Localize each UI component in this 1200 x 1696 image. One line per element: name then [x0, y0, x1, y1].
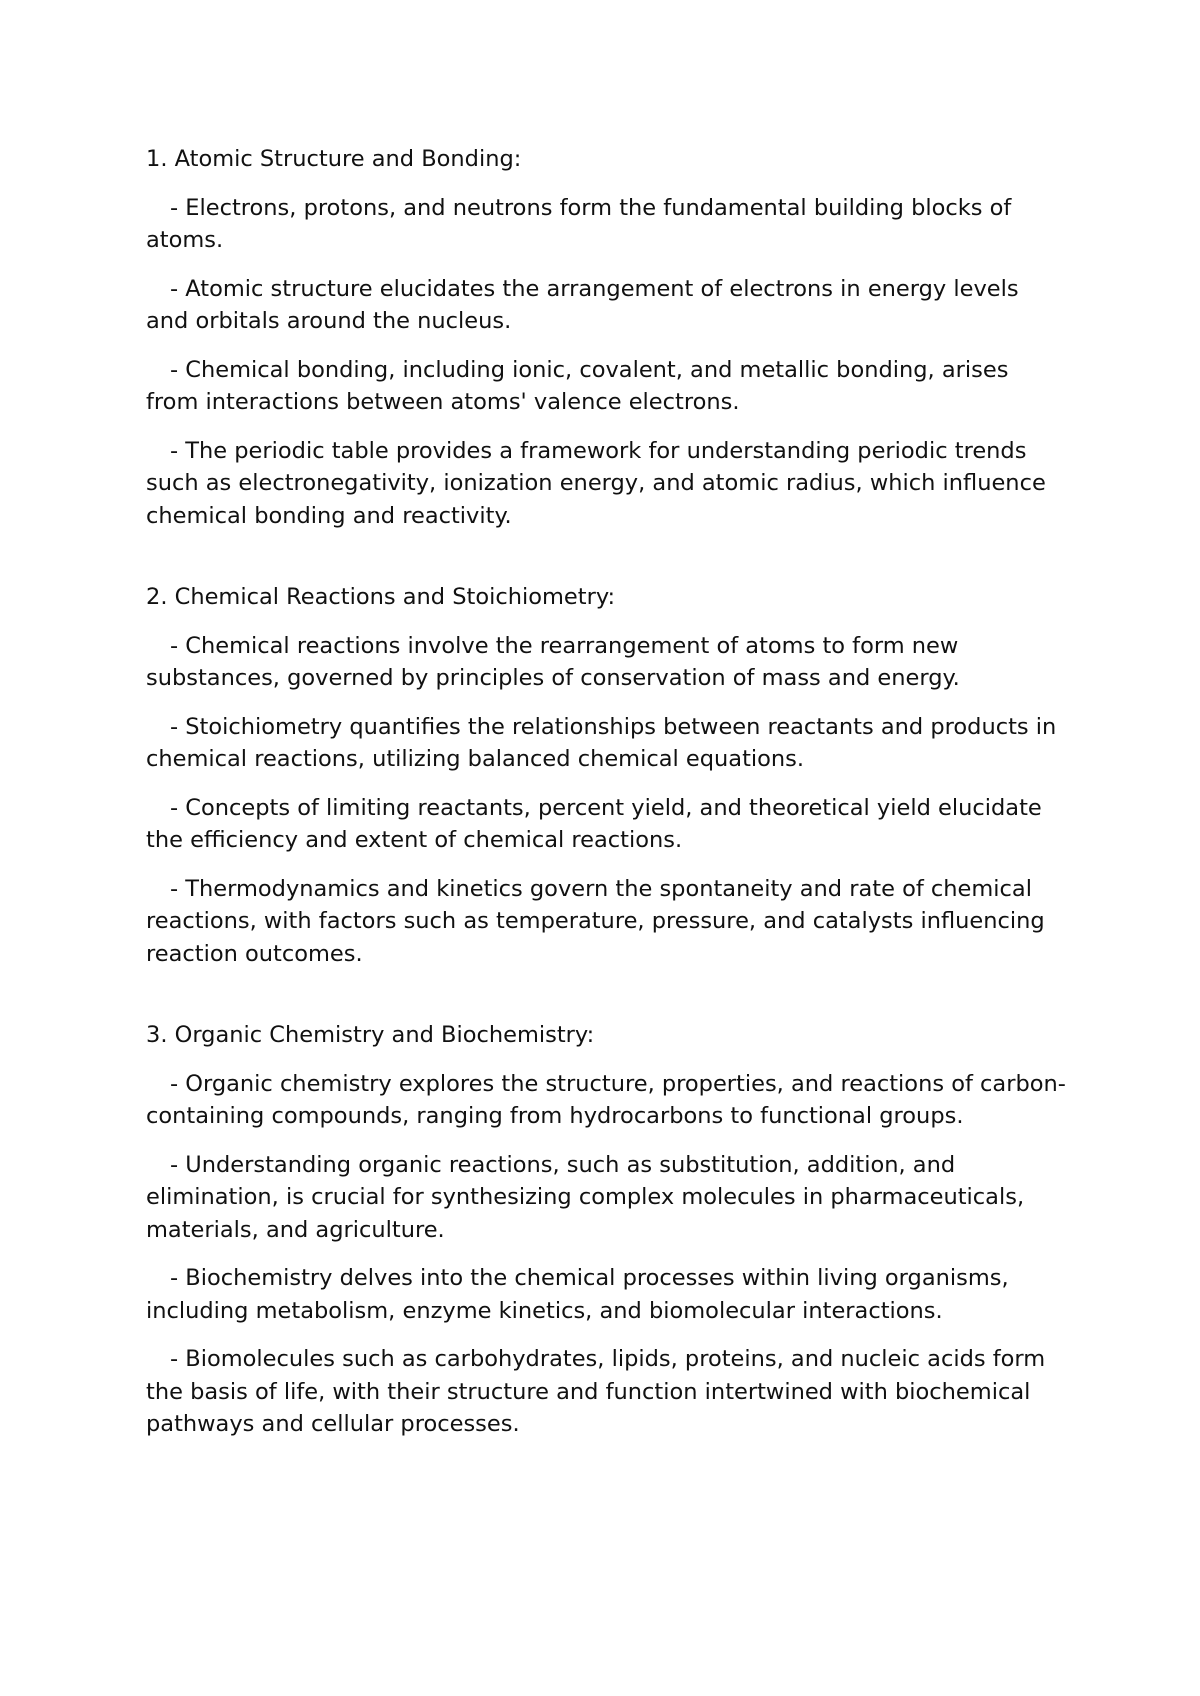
section-title: 1. Atomic Structure and Bonding:: [146, 146, 522, 172]
section-chemical-reactions: [146, 581, 1066, 970]
section-atomic-structure: [146, 143, 1066, 532]
bullet-item: - Chemical bonding, including ionic, covalent, and metallic bonding, arises from interactions between atoms' valence electrons.: [146, 356, 1009, 415]
bullet-item: - Atomic structure elucidates the arrangement of electrons in energy levels and orbitals around the nucleus.: [146, 275, 1019, 334]
bullet-item: - Biochemistry delves into the chemical processes within living organisms, including metabolism, enzyme kinetics, and biomolecular interactions.: [146, 1265, 1009, 1324]
bullet-item: - Biomolecules such as carbohydrates, lipids, proteins, and nucleic acids form the basis of life, with their structure and function intertwined with biochemical pathways and cellular processes.: [146, 1346, 1046, 1437]
bullet-item: - Stoichiometry quantifies the relationships between reactants and products in chemical reactions, utilizing balanced chemical equations.: [146, 713, 1057, 772]
bullet-item: - Electrons, protons, and neutrons form the fundamental building blocks of atoms.: [146, 194, 1012, 253]
bullet-item: - Chemical reactions involve the rearrangement of atoms to form new substances, governed by principles of conservation of mass and energy.: [146, 632, 960, 691]
bullet-item: - Understanding organic reactions, such as substitution, addition, and elimination, is crucial for synthesizing complex molecules in pharmaceuticals, materials, and agriculture.: [146, 1151, 1025, 1243]
bullet-item: - Thermodynamics and kinetics govern the spontaneity and rate of chemical reactions, with factors such as temperature, pressure, and catalysts influencing reaction outcomes.: [146, 875, 1045, 967]
section-title: 3. Organic Chemistry and Biochemistry:: [146, 1022, 595, 1048]
bullet-item: - The periodic table provides a framework for understanding periodic trends such as electronegativity, ionization energy, and atomic radius, which influence chemical bonding and reactivity.: [146, 437, 1046, 529]
section-title: 2. Chemical Reactions and Stoichiometry:: [146, 584, 616, 610]
section-organic-chemistry: [146, 1019, 1066, 1441]
bullet-item: - Concepts of limiting reactants, percent yield, and theoretical yield elucidate the efficiency and extent of chemical reactions.: [146, 794, 1042, 853]
bullet-item: - Organic chemistry explores the structure, properties, and reactions of carbon-containing compounds, ranging from hydrocarbons to functional groups.: [146, 1070, 1066, 1129]
document-body: [146, 143, 1066, 1441]
